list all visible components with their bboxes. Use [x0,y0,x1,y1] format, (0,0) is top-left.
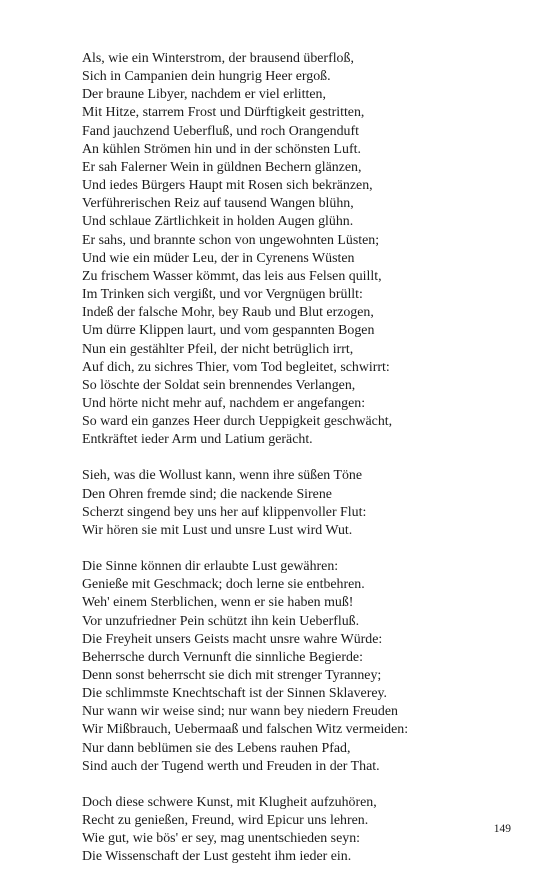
verse-line: Sind auch der Tugend werth und Freuden in der That. [82,758,380,774]
verse-line: Nun ein gestählter Pfeil, der nicht betrüglich irrt, [82,341,354,357]
verse-line: Sich in Campanien dein hungrig Heer ergoß. [82,69,331,85]
verse-line: Er sahs, und brannte schon von ungewohnten Lüsten; [82,232,380,248]
verse-line: Die schlimmste Knechtschaft ist der Sinnen Sklaverey. [82,686,388,702]
verse-line: Weh' einem Sterblichen, wenn er sie haben muß! [82,595,354,611]
verse-line: Den Ohren fremde sind; die nackende Sirene [82,486,332,502]
verse-line: Verführerischen Reiz auf tausend Wangen blühn, [82,196,354,212]
verse-line: Genieße mit Geschmack; doch lerne sie entbehren. [82,577,365,593]
verse-line: Mit Hitze, starrem Frost und Dürftigkeit gestritten, [82,105,365,121]
verse-line: Der braune Libyer, nachdem er viel erlitten, [82,87,326,103]
verse-line: Doch diese schwere Kunst, mit Klugheit aufzuhören, [82,794,377,810]
verse-line: Wir hören sie mit Lust und unsre Lust wird Wut. [82,522,353,538]
verse-line: Wie gut, wie bös' er sey, mag unentschieden seyn: [82,831,361,847]
poem-text [82,50,522,867]
verse-line: Und iedes Bürgers Haupt mit Rosen sich bekränzen, [82,178,373,194]
verse-line: Sieh, was die Wollust kann, wenn ihre süßen Töne [82,468,362,484]
verse-line: Recht zu genießen, Freund, wird Epicur uns lehren. [82,813,369,829]
verse-line: Die Sinne können dir erlaubte Lust gewähren: [82,559,339,575]
stanza [82,50,522,449]
verse-line: Die Wissenschaft der Lust gesteht ihm ieder ein. [82,849,352,865]
verse-line: Denn sonst beherrscht sie dich mit strenger Tyranney; [82,668,382,683]
verse-line: Entkräftet ieder Arm und Latium gerächt. [82,432,313,448]
verse-line: Indeß der falsche Mohr, bey Raub und Blut erzogen, [82,305,374,321]
verse-line: Zu frischem Wasser kömmt, das leis aus Felsen quillt, [82,268,382,284]
stanza [82,467,522,540]
verse-line: Und hörte nicht mehr auf, nachdem er angefangen: [82,395,366,411]
verse-line: Auf dich, zu sichres Thier, vom Tod begleitet, schwirrt: [82,359,390,375]
verse-line: An kühlen Strömen hin und in der schönsten Luft. [82,141,361,157]
verse-line: Wir Mißbrauch, Uebermaaß und falschen Witz vermeiden: [82,722,409,738]
verse-line: Beherrsche durch Vernunft die sinnliche Begierde: [82,649,363,665]
verse-line: Er sah Falerner Wein in güldnen Bechern glänzen, [82,159,362,175]
verse-line: Und wie ein müder Leu, der in Cyrenens Wüsten [82,250,355,266]
verse-line: Im Trinken sich vergißt, und vor Vergnügen brüllt: [82,287,363,303]
stanza [82,558,522,776]
verse-line: Nur dann beblümen sie des Lebens rauhen Pfad, [82,740,351,756]
verse-line: Fand jauchzend Ueberfluß, und roch Orangenduft [82,123,359,139]
verse-line: Und schlaue Zärtlichkeit in holden Augen glühn. [82,214,354,230]
page-number: 149 [493,823,511,835]
verse-line: So löschte der Soldat sein brennendes Verlangen, [82,377,356,393]
verse-line: Scherzt singend bey uns her auf klippenvoller Flut: [82,504,367,520]
verse-line: Um dürre Klippen laurt, und vom gespannten Bogen [82,323,375,339]
verse-line: So ward ein ganzes Heer durch Ueppigkeit geschwächt, [82,414,393,430]
verse-line: Die Freyheit unsers Geists macht unsre wahre Würde: [82,631,383,647]
verse-line: Als, wie ein Winterstrom, der brausend überfloß, [82,51,354,66]
stanza [82,794,522,867]
verse-line: Nur wann wir weise sind; nur wann bey niedern Freuden [82,704,398,720]
verse-line: Vor unzufriedner Pein schützt ihn kein Ueberfluß. [82,613,360,629]
